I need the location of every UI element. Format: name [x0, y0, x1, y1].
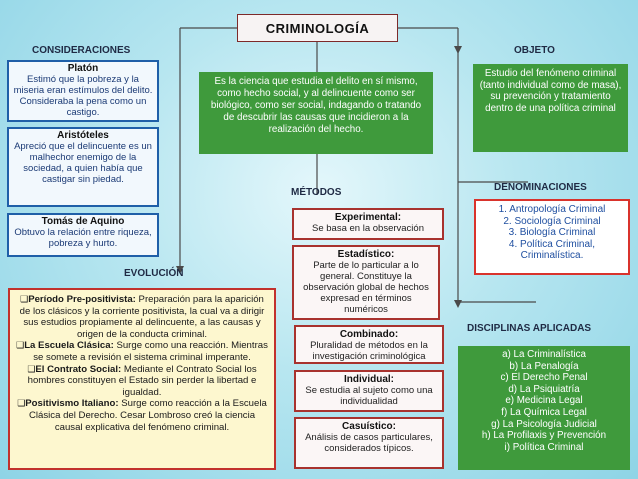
consideracion-text: Estimó que la pobreza y la miseria eran estímulos del delito. Consideraba la pena como un castigo.	[13, 74, 153, 118]
metodo-name: Estadístico:	[337, 249, 395, 260]
denominaciones-box	[474, 199, 630, 275]
metodo-text: Se basa en la observación	[312, 223, 424, 234]
label-objeto: OBJETO	[514, 45, 555, 56]
metodo-casuistico	[294, 417, 444, 469]
evolucion-item: ❑Período Pre-positivista: Preparación para la aparición de los clásicos y la corriente positivista, la cual va a dirigir sus estudios propiamente al delincuente, a las causas y origen de la conducta criminal.	[19, 294, 265, 340]
consideracion-aristoteles	[7, 127, 159, 207]
check-icon: ❑	[17, 398, 26, 409]
label-metodos: MÉTODOS	[291, 187, 342, 198]
metodo-individual	[294, 370, 444, 412]
consideracion-platon	[7, 60, 159, 122]
consideracion-name: Platón	[67, 63, 99, 74]
disciplina-item: h) La Profilaxis y Prevención	[481, 430, 607, 442]
consideracion-tomas	[7, 213, 159, 257]
denominacion-item: 4. Política Criminal, Criminalística.	[508, 238, 596, 262]
label-disciplinas: DISCIPLINAS APLICADAS	[467, 323, 592, 334]
disciplina-item: i) Política Criminal	[504, 441, 584, 453]
check-icon: ❑	[16, 340, 25, 351]
denominacion-item: 1. Antropología Criminal	[498, 204, 606, 215]
evolucion-item: ❑El Contrato Social: Mediante el Contrato Social los hombres constituyen el Estado sin perder la libertad e igualdad.	[27, 363, 257, 398]
disciplina-item: d) La Psiquiatría	[508, 383, 580, 395]
metodo-text: Parte de lo particular a lo general. Constituye la observación global de hechos expresad en términos numéricos	[303, 260, 429, 315]
main-title: CRIMINOLOGÍA	[265, 20, 370, 36]
denominacion-item: 3. Biología Criminal	[508, 227, 596, 239]
metodo-name: Experimental:	[334, 212, 402, 223]
metodo-text: Pluralidad de métodos en la investigación criminológica	[310, 340, 428, 362]
disciplina-item: c) El Derecho Penal	[500, 372, 588, 384]
check-icon: ❑	[20, 294, 29, 304]
definition-box: Es la ciencia que estudia el delito en sí mismo, como hecho social, y al delincuente como ser biológico, como ser social, indagando o tratando de descubrir las causas que incidieron a la realización del hecho.	[199, 72, 433, 154]
disciplina-item: e) Medicina Legal	[505, 395, 583, 407]
consideracion-text: Apreció que el delincuente es un malhechor enemigo de la sociedad, a quien había que castigar sin piedad.	[14, 141, 152, 185]
evolucion-item: ❑La Escuela Clásica: Surge como una reacción. Mientras se somete a revisión el sistema criminal imperante.	[16, 340, 268, 363]
consideracion-name: Tomás de Aquino	[41, 216, 125, 227]
denominacion-item: 2. Sociología Criminal	[503, 215, 601, 227]
metodo-estadistico	[292, 245, 440, 320]
label-evolucion: EVOLUCIÓN	[124, 268, 184, 279]
metodo-name: Combinado:	[339, 329, 399, 340]
evolucion-item: ❑Positivismo Italiano: Surge como reacción a la Escuela Clásica del Derecho. Cesar Lombroso creó la ciencia causal explicativa del fenómeno criminal.	[17, 398, 267, 433]
metodo-text: Se estudia al sujeto como una individualidad	[305, 385, 433, 407]
objeto-box: Estudio del fenómeno criminal (tanto individual como de masa), su prevención y tratamiento dentro de una política criminal	[473, 64, 628, 152]
consideracion-name: Aristóteles	[57, 130, 109, 141]
disciplina-item: f) La Química Legal	[501, 406, 587, 418]
metodo-combinado	[294, 325, 444, 364]
disciplina-item: b) La Penalogía	[509, 360, 579, 372]
main-title-box	[237, 14, 398, 42]
disciplina-item: a) La Criminalística	[502, 349, 586, 360]
check-icon: ❑	[27, 363, 36, 374]
disciplinas-box	[458, 346, 630, 470]
metodo-text: Análisis de casos particulares, considerados típicos.	[305, 432, 433, 454]
disciplina-item: g) La Psicología Judicial	[491, 418, 597, 430]
metodo-name: Individual:	[344, 374, 394, 385]
label-denominaciones: DENOMINACIONES	[494, 182, 587, 193]
consideracion-text: Obtuvo la relación entre riqueza, pobreza y hurto.	[14, 227, 152, 249]
label-consideraciones: CONSIDERACIONES	[32, 45, 131, 56]
evolucion-box	[8, 288, 276, 470]
metodo-experimental	[292, 208, 444, 240]
metodo-name: Casuístico:	[342, 421, 396, 432]
